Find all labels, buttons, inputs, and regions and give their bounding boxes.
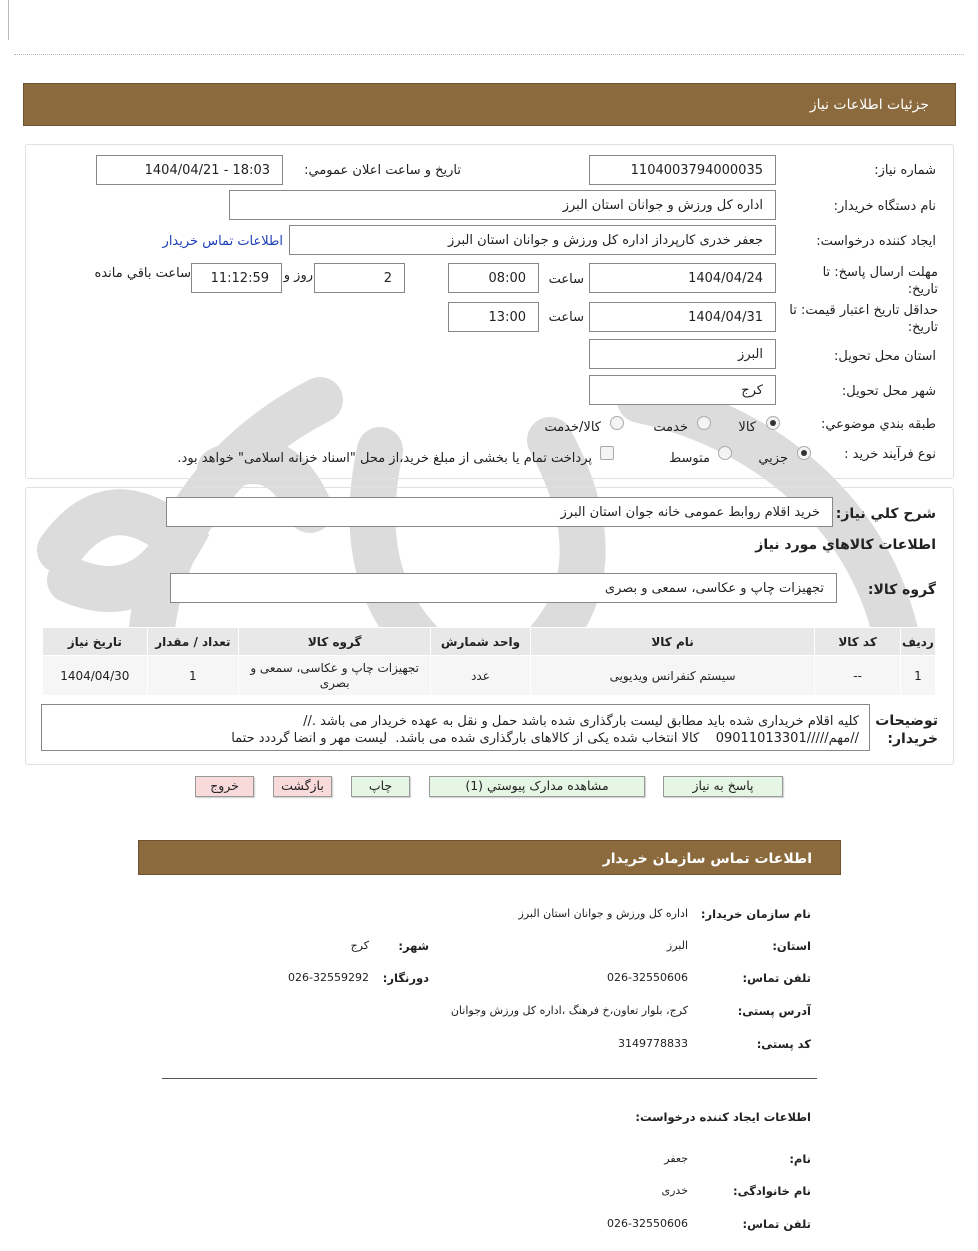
org-name-label: نام سازمان خريدار: [700,907,811,921]
creator-last-name-value: خدری [661,1184,688,1197]
col-need-date: تاريخ نياز [43,628,147,655]
contact-phone-label: تلفن تماس: [742,971,811,985]
col-quantity: تعداد / مقدار [148,628,239,655]
category-radio-service[interactable] [697,416,711,430]
process-type-label: نوع فرآيند خريد : [844,447,936,462]
buyer-org-label: نام دستگاه خريدار: [833,199,936,214]
contact-province-label: استان: [772,939,811,953]
contact-city-value: کرج [350,939,369,952]
days-field[interactable]: 2 [314,263,405,293]
cell-goods-group: تجهيزات چاپ و عکاسی، سمعی و بصری [239,656,430,695]
announce-date-field[interactable]: 1404/04/21 - 18:03 [96,155,283,185]
validity-time-field[interactable]: 13:00 [448,302,539,332]
creator-phone-label: تلفن تماس: [742,1217,811,1231]
category-option-goods-service: کالا/خدمت [544,420,601,435]
goods-group-label: گروه کالا: [867,582,936,598]
buyer-notes-label-2: خريدار: [887,731,938,747]
city-label: شهر محل تحويل: [841,384,936,399]
goods-group-field[interactable]: تجهيزات چاپ و عکاسی، سمعی و بصری [170,573,837,603]
remaining-time-field[interactable]: 11:12:59 [191,263,282,293]
contact-fax-label: دورنگار: [382,971,429,985]
col-row-number: رديف [901,628,935,655]
reply-button[interactable]: پاسخ به نياز [663,776,783,797]
contact-city-label: شهر: [398,939,429,953]
process-radio-medium[interactable] [718,446,732,460]
org-name-value: اداره کل ورزش و جوانان استان البرز [518,907,688,920]
validity-time-label: ساعت [548,310,584,325]
buyer-notes-line-2: //مهم/////09011013301 کالا انتخاب شده يکی از کالاهای بارگذاری شده می باشد. ليست مهر و انضا گرددد حتما [231,731,859,746]
dotted-divider [14,54,964,55]
category-label: طبقه بندي موضوعي: [820,417,936,432]
process-option-minor: جزيي [758,451,788,466]
need-number-label: شماره نياز: [874,163,936,178]
contact-title: اطلاعات تماس سازمان خريدار [602,851,812,867]
days-label: روز و [283,268,313,283]
exit-button[interactable]: خروج [195,776,254,797]
need-description-field[interactable]: خريد اقلام روابط عمومی خانه جوان استان البرز [166,497,833,527]
reply-date-field[interactable]: 1404/04/24 [589,263,776,293]
need-description-label: شرح کلي نياز: [835,506,936,522]
treasury-payment-checkbox[interactable] [600,446,614,460]
creator-first-name-value: جعفر [664,1152,688,1165]
province-field[interactable]: البرز [589,339,776,369]
buyer-contact-link[interactable]: اطلاعات تماس خريدار [162,234,283,249]
need-number-field[interactable]: 1104003794000035 [589,155,776,185]
province-label: استان محل تحويل: [834,349,936,364]
reply-deadline-label: مهلت ارسال پاسخ: تا تاريخ: [822,265,938,297]
creator-label: ايجاد کننده درخواست: [816,234,936,249]
print-button[interactable]: چاپ [351,776,410,797]
contact-postal-value: 3149778833 [618,1037,688,1050]
cell-goods-name: سيستم کنفرانس ويديويی [531,656,815,695]
col-goods-group: گروه کالا [239,628,430,655]
cell-goods-code: -- [815,656,899,695]
buyer-notes-label-1: توضيحات [875,713,938,729]
cell-quantity: 1 [148,656,239,695]
remaining-time-label: ساعت باقي مانده [94,266,191,281]
contact-divider [162,1078,817,1079]
treasury-payment-note: پرداخت تمام يا بخشی از مبلغ خريد،از محل "اسناد خزانه اسلامی" خواهد بود. [177,451,592,466]
contact-address-label: آدرس پستی: [737,1004,811,1018]
buyer-notes-box [41,704,870,751]
city-field[interactable]: کرج [589,375,776,405]
process-radio-minor[interactable] [797,446,811,460]
creator-field[interactable]: جعفر خدری کارپرداز اداره کل ورزش و جوانان استان البرز [289,225,776,255]
contact-province-value: البرز [666,939,688,952]
validity-label: حداقل تاريخ اعتبار قيمت: تا تاريخ: [789,303,938,335]
announce-date-label: تاريخ و ساعت اعلان عمومي: [304,163,461,178]
contact-header [138,840,841,875]
col-unit: واحد شمارش [431,628,530,655]
cell-row-number: 1 [901,656,935,695]
contact-address-value: کرج، بلوار تعاون،خ فرهنگ ،اداره کل ورزش وجوانان [450,1004,688,1017]
category-option-goods: کالا [738,420,756,435]
category-radio-goods-service[interactable] [610,416,624,430]
creator-last-name-label: نام خانوادگی: [733,1184,811,1198]
contact-postal-label: کد پستی: [756,1037,811,1051]
table-row [43,656,935,695]
items-table [42,627,936,696]
buyer-org-field[interactable]: اداره کل ورزش و جوانان استان البرز [229,190,776,220]
page-title: جزئيات اطلاعات نياز [809,97,929,113]
table-header-row [43,628,935,655]
left-edge-line [8,0,9,40]
validity-date-field[interactable]: 1404/04/31 [589,302,776,332]
category-radio-goods[interactable] [766,416,780,430]
contact-fax-value: 026-32559292 [288,971,369,984]
reply-time-label: ساعت [548,272,584,287]
category-option-service: خدمت [653,420,688,435]
creator-phone-value: 026-32550606 [607,1217,688,1230]
attachments-button[interactable]: مشاهده مدارک پيوستي (1) [429,776,645,797]
buyer-notes-line-1: کليه اقلام خريداری شده بايد مطابق ليست بارگذاری شده باشد حمل و نقل به عهده خريدار می باشد .// [303,714,859,729]
back-button[interactable]: بازگشت [273,776,332,797]
cell-need-date: 1404/04/30 [43,656,147,695]
cell-unit: عدد [431,656,530,695]
page-header [23,83,956,126]
contact-phone-value: 026-32550606 [607,971,688,984]
process-option-medium: متوسط [669,451,710,466]
creator-info-title: اطلاعات ايجاد کننده درخواست: [635,1110,811,1124]
reply-time-field[interactable]: 08:00 [448,263,539,293]
col-goods-name: نام کالا [531,628,815,655]
col-goods-code: کد کالا [815,628,899,655]
goods-info-title: اطلاعات کالاهاي مورد نياز [755,537,936,553]
creator-first-name-label: نام: [789,1152,811,1166]
